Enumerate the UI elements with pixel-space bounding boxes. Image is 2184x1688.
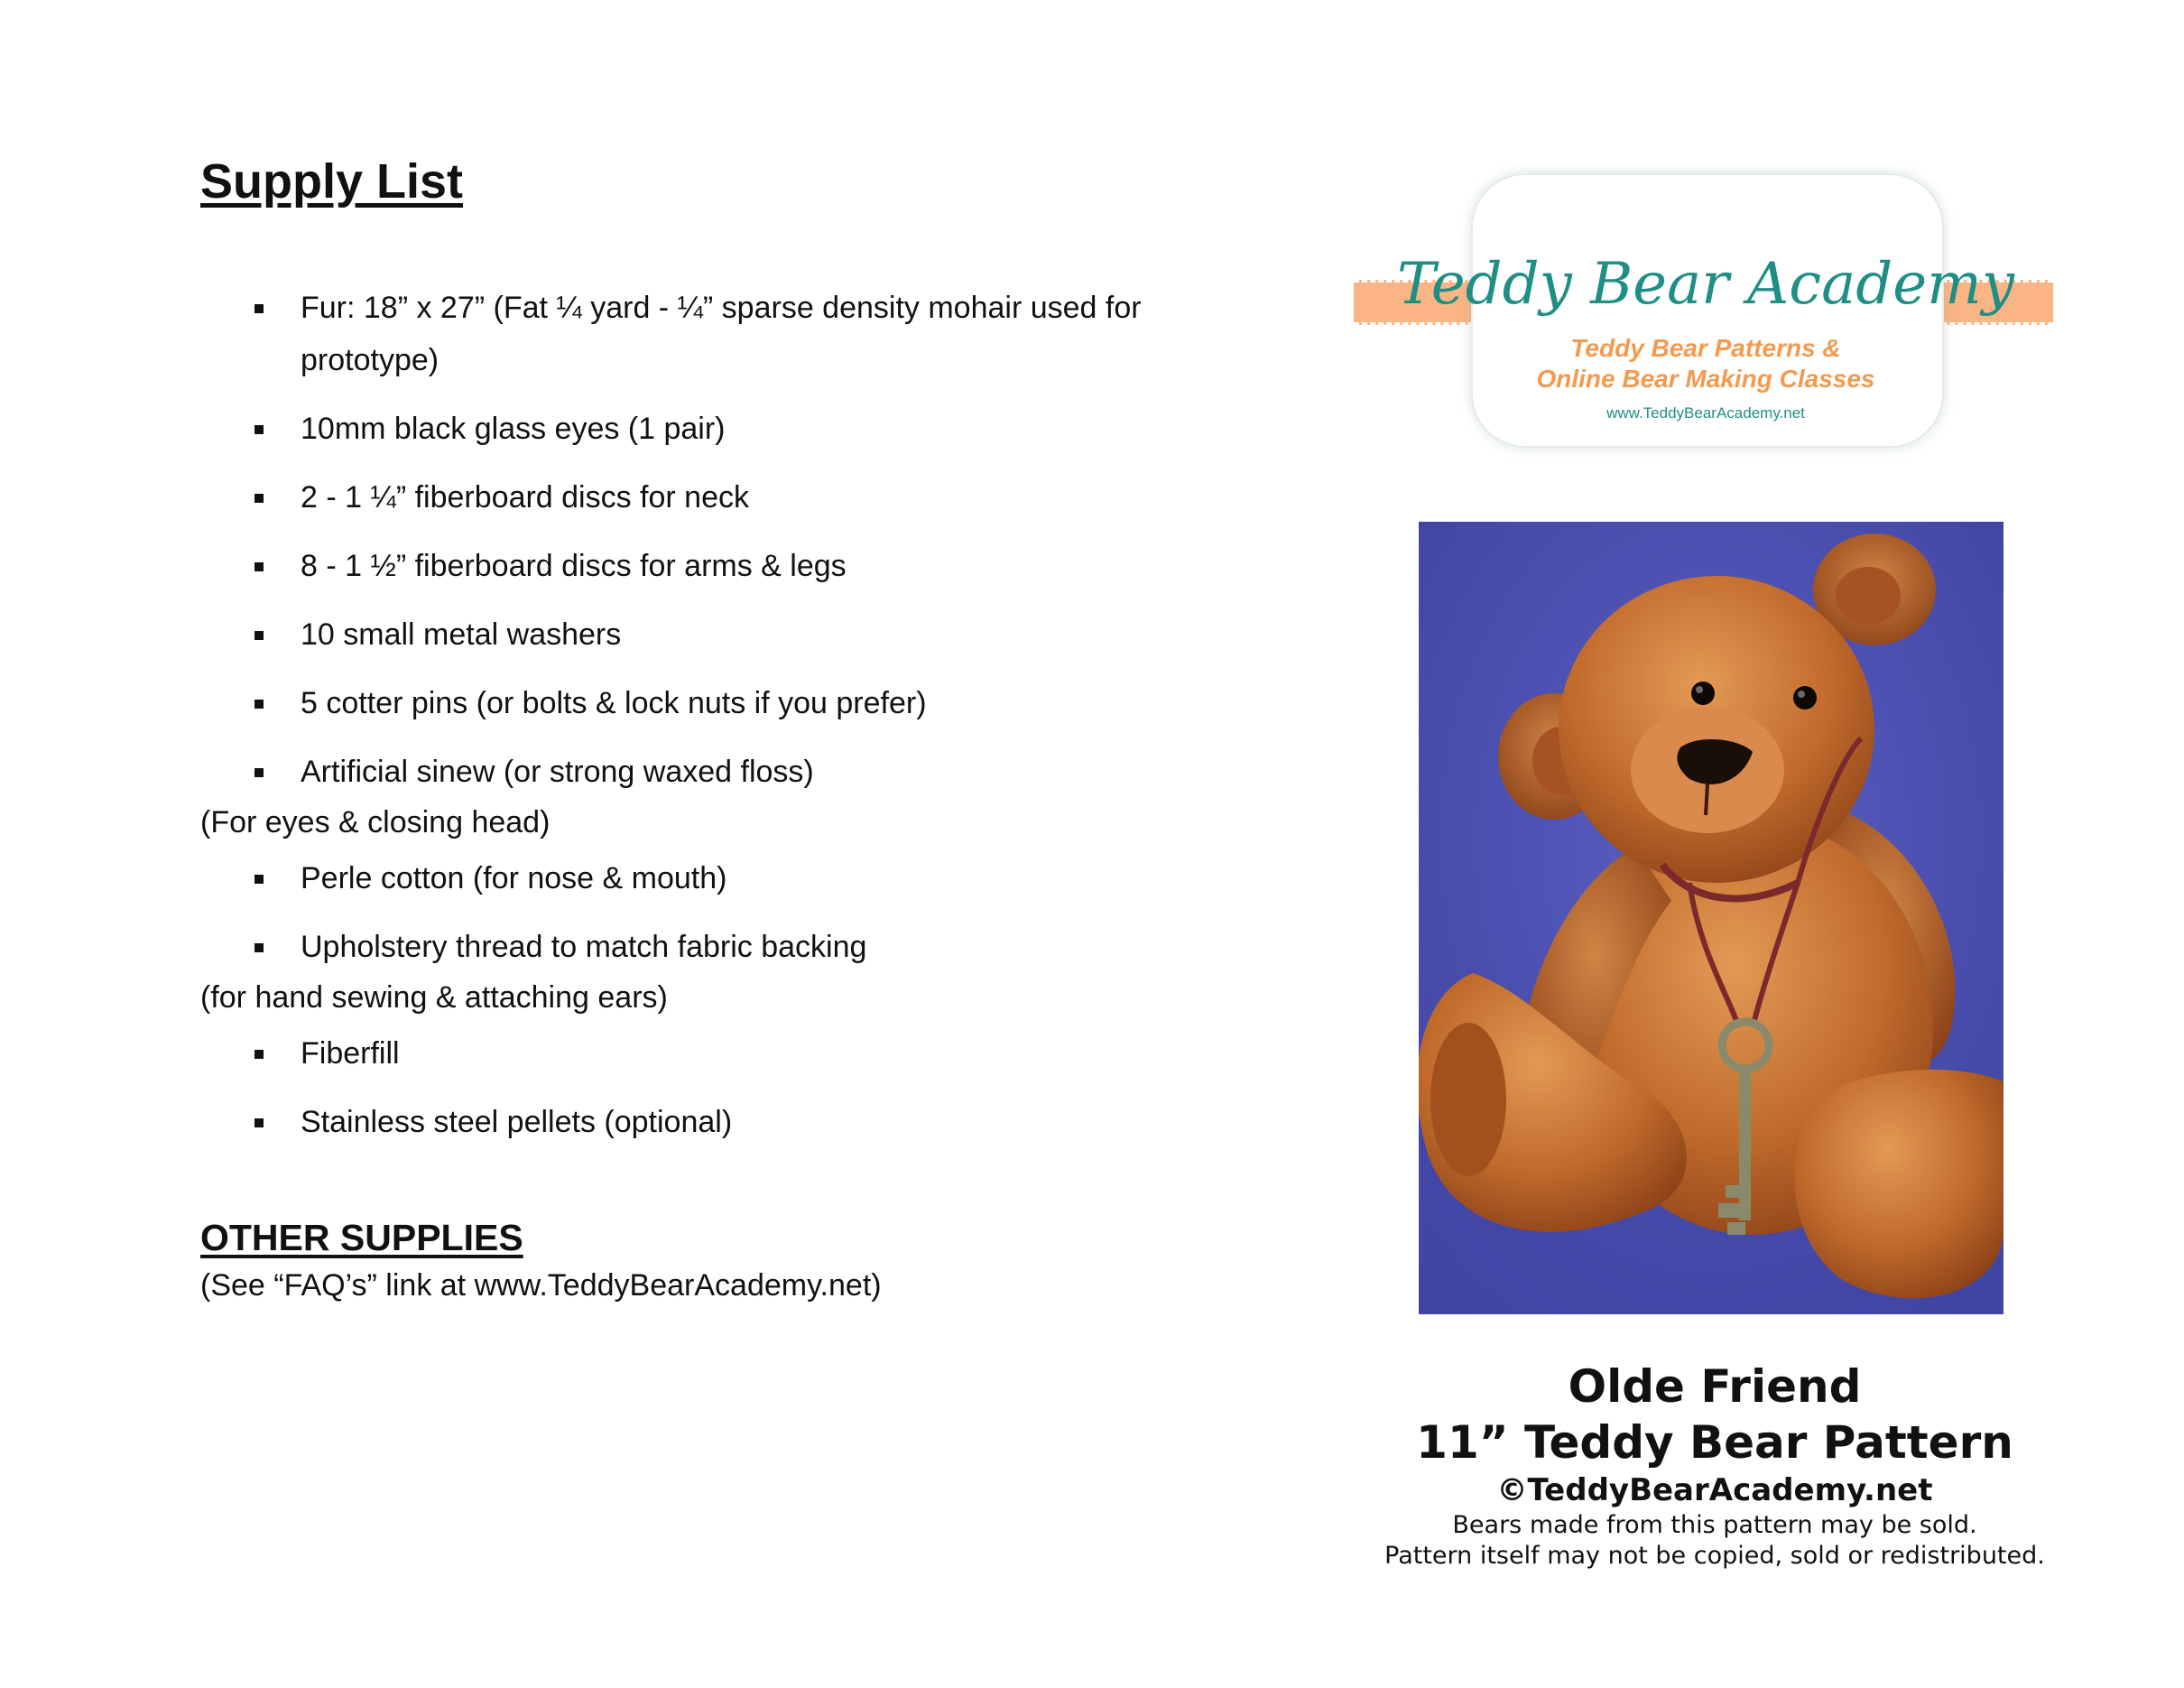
supply-item [200,1027,1148,1080]
supply-list-title: Supply List [200,154,464,209]
supply-item-text: Fur: 18” x 27” (Fat ¼ yard - ¼” sparse density mohair used for prototype) [301,291,1142,377]
supply-item-text: Fiberfill [301,1036,400,1071]
logo-url: www.TeddyBearAcademy.net [1606,404,1805,422]
supply-note: (For eyes & closing head) [200,805,551,839]
logo-tagline: Teddy Bear Patterns & [1570,334,1841,362]
supply-item [200,403,1148,455]
supply-note: (for hand sewing & attaching ears) [200,980,668,1015]
usage-note: Pattern itself may not be copied, sold or redistributed. [1384,1542,2045,1570]
supply-item [200,921,1148,973]
bullet-icon [254,304,264,313]
usage-note: Bears made from this pattern may be sold. [1452,1511,1977,1539]
supply-item [200,677,1148,729]
bullet-icon [254,562,264,571]
pattern-caption [1336,1359,2094,1572]
bullet-icon [254,943,264,952]
other-supplies-note: (See “FAQ’s” link at www.TeddyBearAcademy.net) [200,1268,882,1303]
bullet-icon [254,768,264,777]
supply-item [200,540,1148,592]
bullet-icon [254,875,264,884]
supply-item-text: Artificial sinew (or strong waxed floss) [301,755,814,789]
other-supplies-title: OTHER SUPPLIES [200,1217,523,1258]
academy-logo [1354,162,2058,460]
supply-item-text: Perle cotton (for nose & mouth) [301,861,727,895]
supply-item-text: 2 - 1 ¼” fiberboard discs for neck [301,480,750,515]
bullet-icon [254,1118,264,1127]
supply-item-text: Stainless steel pellets (optional) [301,1105,733,1139]
logo-tagline: Online Bear Making Classes [1536,365,1875,393]
supply-item-text: 10mm black glass eyes (1 pair) [301,412,726,446]
supply-item-text: 10 small metal washers [301,617,622,652]
supply-item [200,282,1148,386]
supply-item [200,608,1148,661]
supply-item [200,746,1148,798]
copyright-notice: ©TeddyBearAcademy.net [1496,1472,1933,1508]
supply-item [200,1096,1148,1148]
supply-list [200,282,1148,1164]
teddy-bear-photo [1419,522,2004,1314]
supply-item [200,471,1148,524]
bullet-icon [254,494,264,503]
bullet-icon [254,631,264,640]
supply-item [200,852,1148,904]
teddy-bear-illustration [1419,522,2004,1314]
bullet-icon [254,1050,264,1059]
logo-name: Teddy Bear Academy [1397,251,2014,318]
bullet-icon [254,700,264,709]
supply-item-text: 5 cotter pins (or bolts & lock nuts if you prefer) [301,686,927,720]
pattern-name: Olde Friend [1568,1360,1862,1413]
bullet-icon [254,425,264,434]
supply-item-text: Upholstery thread to match fabric backing [301,930,867,964]
supply-item-text: 8 - 1 ½” fiberboard discs for arms & legs [301,549,847,583]
pattern-subtitle: 11” Teddy Bear Pattern [1416,1416,2013,1469]
